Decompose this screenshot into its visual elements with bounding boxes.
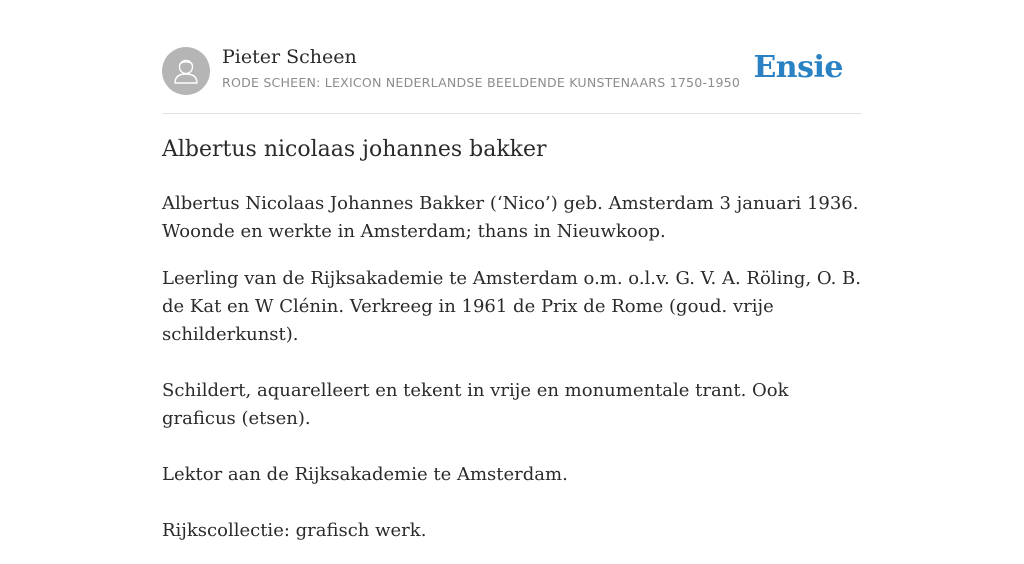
- article-paragraph: Schildert, aquarelleert en tekent in vrije en monumentale trant. Ook graficus (etsen).: [162, 380, 789, 429]
- article-paragraph: Rijkscollectie: grafisch werk.: [162, 520, 427, 541]
- user-icon: [162, 47, 210, 95]
- author-header: [162, 0, 862, 114]
- article-body: [162, 190, 862, 564]
- source-title[interactable]: RODE SCHEEN: LEXICON NEDERLANDSE BEELDENDE KUNSTENAARS 1750-1950: [222, 75, 741, 90]
- article-paragraph: Leerling van de Rijksakademie te Amsterdam o.m. o.l.v. G. V. A. Röling, O. B. de Kat en W Clénin. Verkreeg in 1961 de Prix de Rome (goud. vrije schilderkunst).: [162, 268, 861, 345]
- author-avatar[interactable]: [162, 47, 210, 95]
- page-container: [162, 0, 862, 541]
- article-paragraph: Albertus Nicolaas Johannes Bakker (‘Nico’) geb. Amsterdam 3 januari 1936. Woonde en werkte in Amsterdam; thans in Nieuwkoop.: [162, 193, 859, 242]
- ensie-logo[interactable]: Ensie: [753, 50, 843, 85]
- article-paragraph: Lektor aan de Rijksakademie te Amsterdam.: [162, 464, 568, 485]
- article-title: Albertus nicolaas johannes bakker: [162, 137, 547, 162]
- author-name[interactable]: Pieter Scheen: [222, 46, 357, 68]
